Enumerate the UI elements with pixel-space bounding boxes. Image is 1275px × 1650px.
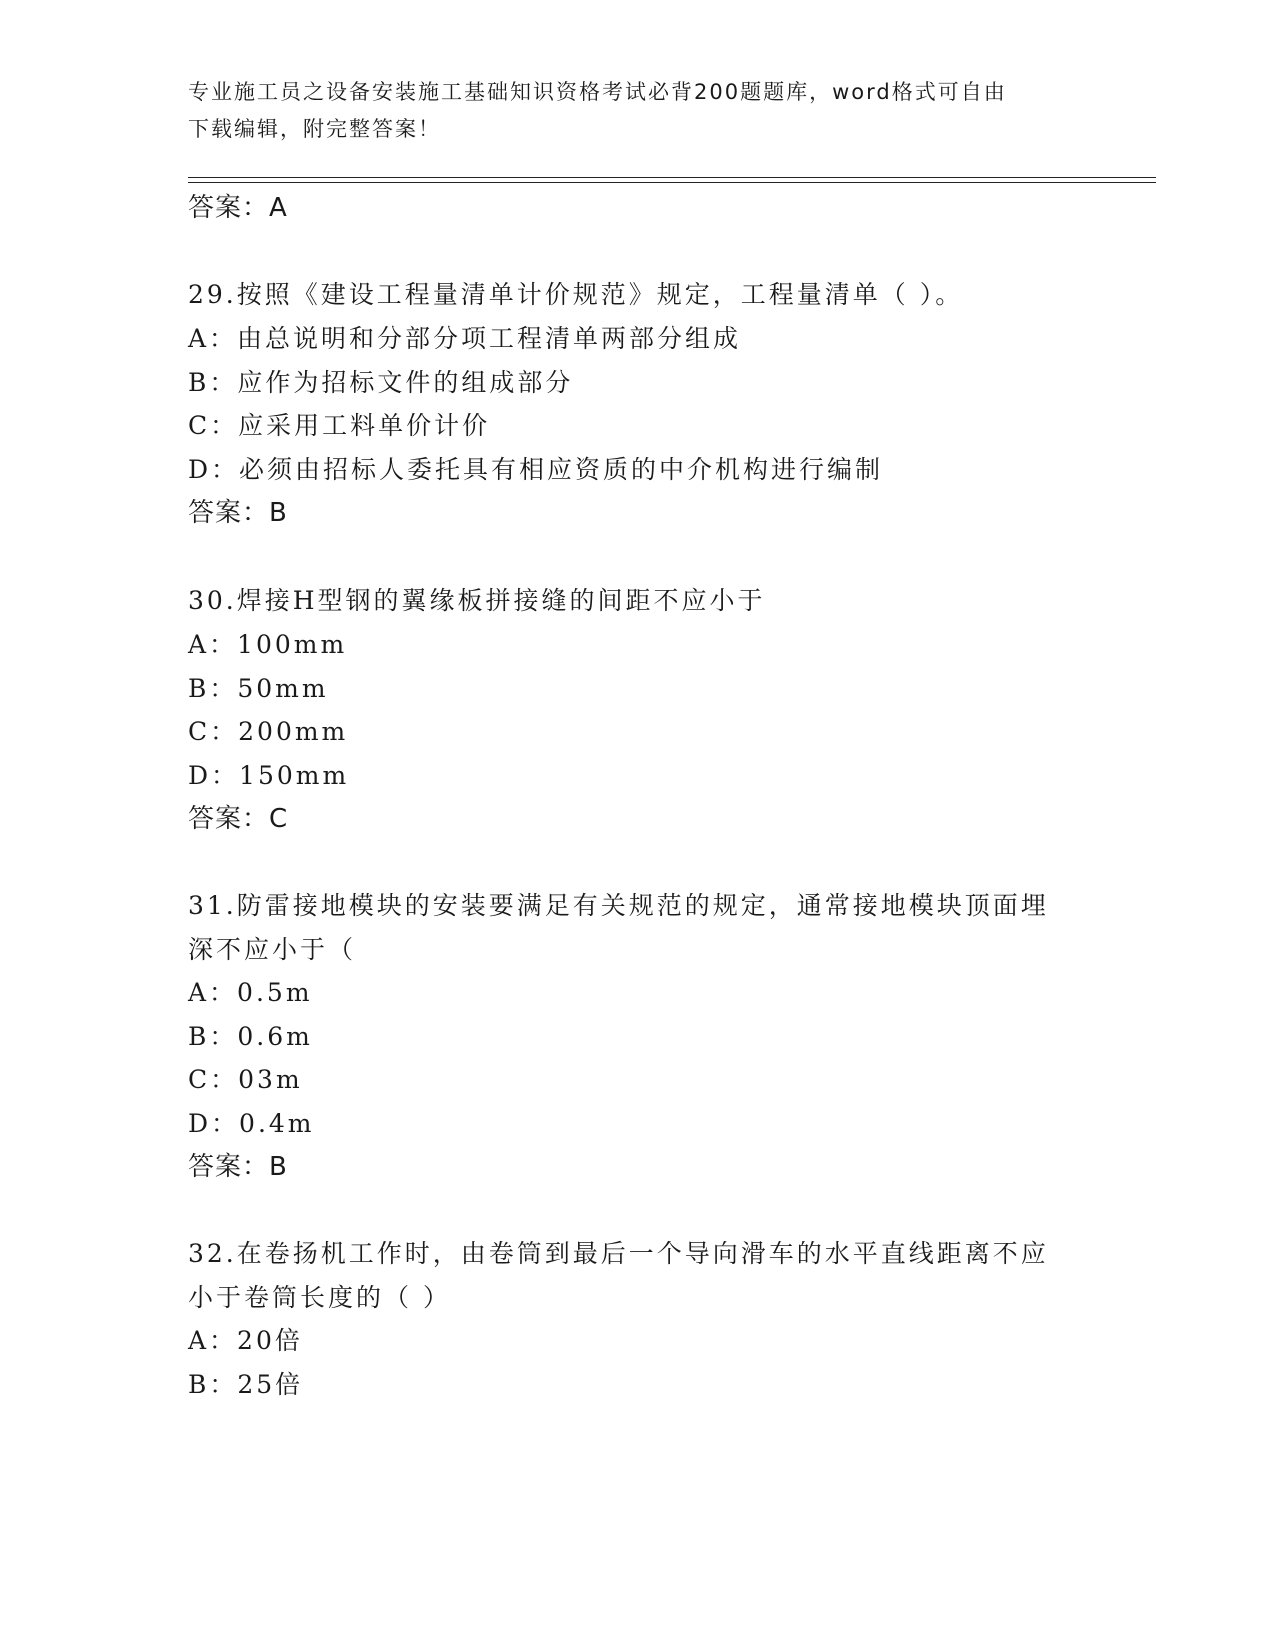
question-29-stem: 29.按照《建设工程量清单计价规范》规定，工程量清单（ ）。 xyxy=(188,280,964,309)
question-31-answer: 答案：B xyxy=(188,1152,288,1182)
question-30-answer: 答案：C xyxy=(188,804,289,834)
question-30-option-a: A：100mm xyxy=(188,630,348,659)
question-31-option-a: A：0.5m xyxy=(188,978,313,1007)
question-29-option-a: A：由总说明和分部分项工程清单两部分组成 xyxy=(188,324,742,353)
question-29-option-d: D：必须由招标人委托具有相应资质的中介机构进行编制 xyxy=(188,455,884,484)
question-30-option-d: D：150mm xyxy=(188,761,350,790)
question-29-option-c: C：应采用工料单价计价 xyxy=(188,411,491,440)
question-32-stem-line-2: 小于卷筒长度的（ ） xyxy=(188,1283,451,1312)
question-29-option-b: B：应作为招标文件的组成部分 xyxy=(188,368,574,397)
question-31-stem-line-1: 31.防雷接地模块的安装要满足有关规范的规定，通常接地模块顶面埋 xyxy=(188,891,1049,920)
document-header xyxy=(188,74,1088,148)
header-rule-top xyxy=(188,177,1156,178)
question-32-option-a: A：20倍 xyxy=(188,1326,303,1355)
question-29-answer: 答案：B xyxy=(188,498,288,528)
previous-answer: 答案：A xyxy=(188,193,288,223)
question-31-stem-line-2: 深不应小于（ xyxy=(188,935,357,964)
question-30-stem: 30.焊接H型钢的翼缘板拼接缝的间距不应小于 xyxy=(188,586,766,615)
question-31-option-b: B：0.6m xyxy=(188,1022,313,1051)
question-30-option-b: B：50mm xyxy=(188,674,329,703)
header-line-2: 下载编辑，附完整答案！ xyxy=(188,117,441,141)
question-30-option-c: C：200mm xyxy=(188,717,349,746)
question-31-option-d: D：0.4m xyxy=(188,1109,315,1138)
header-line-1: 专业施工员之设备安装施工基础知识资格考试必背200题题库，word格式可自由 xyxy=(188,80,1007,104)
question-31-option-c: C：03m xyxy=(188,1065,303,1094)
question-32-stem-line-1: 32.在卷扬机工作时，由卷筒到最后一个导向滑车的水平直线距离不应 xyxy=(188,1239,1049,1268)
question-32-option-b: B：25倍 xyxy=(188,1370,304,1399)
header-rule-bottom xyxy=(188,182,1156,183)
